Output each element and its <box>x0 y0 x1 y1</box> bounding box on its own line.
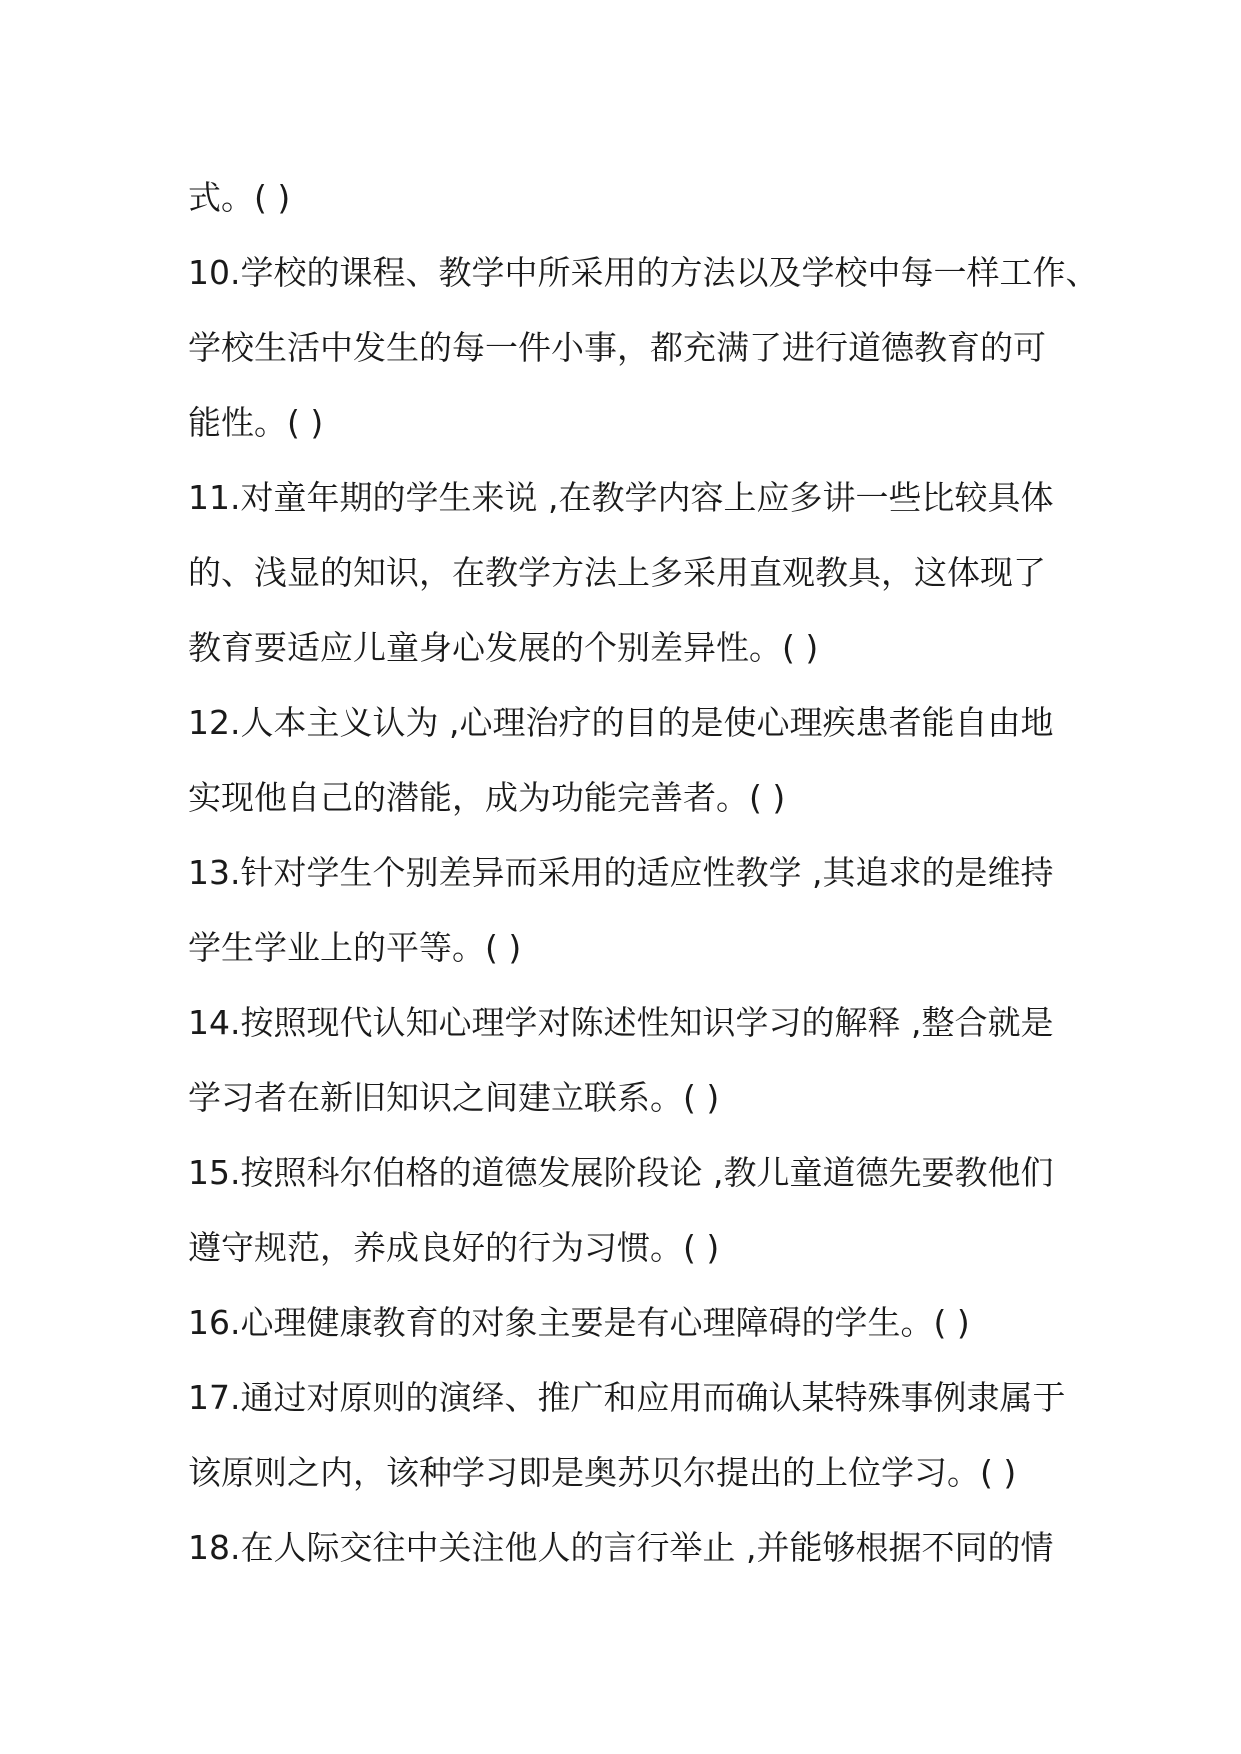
text-line: 15.按照科尔伯格的道德发展阶段论 ,教儿童道德先要教他们 <box>188 1153 1054 1192</box>
text-line: 式。( ) <box>188 178 291 217</box>
text-line: 学校生活中发生的每一件小事，都充满了进行道德教育的可 <box>188 328 1046 367</box>
text-line: 16.心理健康教育的对象主要是有心理障碍的学生。( ) <box>188 1303 970 1342</box>
text-line: 能性。( ) <box>188 403 324 442</box>
text-line: 遵守规范，养成良好的行为习惯。( ) <box>188 1228 720 1267</box>
text-line: 17.通过对原则的演绎、推广和应用而确认某特殊事例隶属于 <box>188 1378 1066 1417</box>
text-line: 学习者在新旧知识之间建立联系。( ) <box>188 1078 720 1117</box>
text-line: 该原则之内，该种学习即是奥苏贝尔提出的上位学习。( ) <box>188 1453 1017 1492</box>
document-body <box>188 160 1099 1585</box>
text-line: 10.学校的课程、教学中所采用的方法以及学校中每一样工作、 <box>188 253 1099 292</box>
text-line: 的、浅显的知识，在教学方法上多采用直观教具，这体现了 <box>188 553 1046 592</box>
text-line: 13.针对学生个别差异而采用的适应性教学 ,其追求的是维持 <box>188 853 1054 892</box>
text-line: 教育要适应儿童身心发展的个别差异性。( ) <box>188 628 819 667</box>
text-line: 实现他自己的潜能，成为功能完善者。( ) <box>188 778 786 817</box>
text-line: 11.对童年期的学生来说 ,在教学内容上应多讲一些比较具体 <box>188 478 1054 517</box>
text-line: 14.按照现代认知心理学对陈述性知识学习的解释 ,整合就是 <box>188 1003 1054 1042</box>
text-line: 12.人本主义认为 ,心理治疗的目的是使心理疾患者能自由地 <box>188 703 1054 742</box>
text-line: 学生学业上的平等。( ) <box>188 928 522 967</box>
text-line: 18.在人际交往中关注他人的言行举止 ,并能够根据不同的情 <box>188 1528 1054 1567</box>
